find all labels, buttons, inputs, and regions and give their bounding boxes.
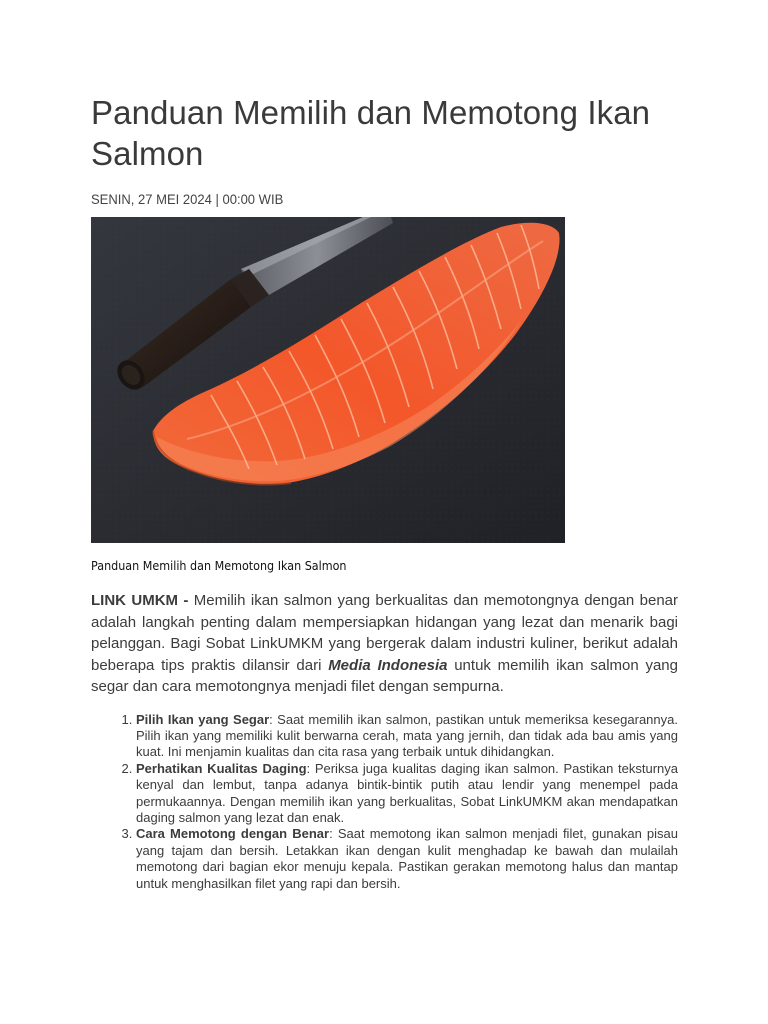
- tip-heading: Pilih Ikan yang Segar: [136, 711, 270, 727]
- tip-heading: Perhatikan Kualitas Daging: [136, 760, 307, 776]
- lead-paragraph: [91, 590, 678, 698]
- lead-text-after: untuk memilih ikan salmon yang segar dan cara memotongnya menjadi filet dengan sempurna.: [91, 656, 678, 695]
- tip-body: : Saat memilih ikan salmon, pastikan untuk memeriksa kesegarannya. Pilih ikan yang memiliki kulit berwarna cerah, mata yang jernih, dan tidak ada bau amis yang kuat. Ini menjamin kualitas dan cita rasa yang terbaik untuk dihidangkan.: [136, 711, 678, 760]
- salmon-fillet-image: [91, 217, 565, 543]
- lead-kicker: LINK UMKM -: [91, 592, 189, 609]
- article-date: SENIN, 27 MEI 2024 | 00:00 WIB: [91, 191, 284, 207]
- article-title: Panduan Memilih dan Memotong Ikan Salmon: [91, 94, 651, 172]
- tip-heading: Cara Memotong dengan Benar: [136, 826, 330, 842]
- image-caption: Panduan Memilih dan Memotong Ikan Salmon: [91, 559, 347, 573]
- tip-body: : Periksa juga kualitas daging ikan salmon. Pastikan teksturnya kenyal dan lembut, tanpa adanya bintik-bintik putih atau lendir yang menempel pada permukaannya. Dengan memilih ikan yang berkualitas, Sobat LinkUMKM akan mendapatkan daging salmon yang lezat dan enak.: [136, 760, 679, 825]
- tip-body: : Saat memotong ikan salmon menjadi filet, gunakan pisau yang tajam dan bersih. Letakkan ikan dengan kulit menghadap ke bawah dan mulailah memotong dari bagian ekor menuju kepala. Pastikan gerakan memotong halus dan mantap untuk menghasilkan filet yang rapi dan bersih.: [136, 826, 679, 891]
- list-item: [136, 761, 678, 827]
- article: [91, 92, 678, 892]
- lead-text-before: Memilih ikan salmon yang berkualitas dan memotongnya dengan benar adalah langkah penting dalam mempersiapkan hidangan yang lezat dan menarik bagi pelanggan. Bagi Sobat LinkUMKM yang bergerak dalam industri kuliner, berikut adalah beberapa tips praktis dilansir dari: [91, 592, 678, 674]
- source-name: Media Indonesia: [328, 656, 448, 674]
- list-item: [136, 826, 678, 892]
- tips-list: [91, 712, 678, 892]
- list-item: [136, 712, 678, 761]
